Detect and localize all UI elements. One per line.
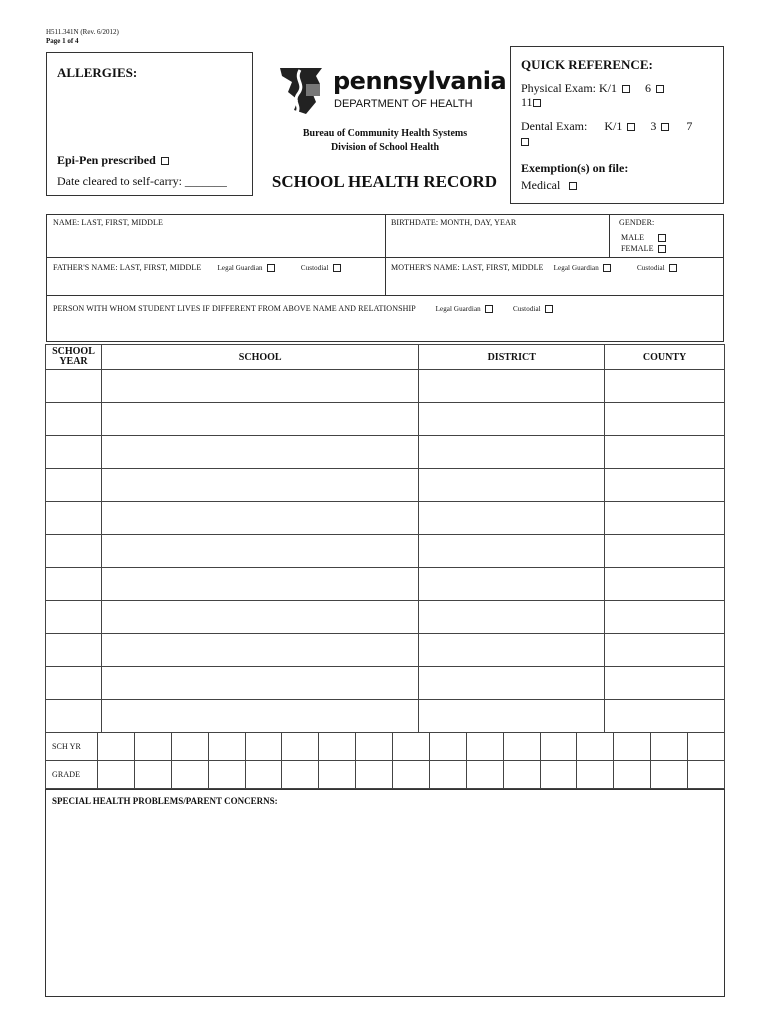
female-checkbox[interactable] bbox=[658, 245, 666, 253]
epipen-label: Epi-Pen prescribed bbox=[57, 153, 156, 167]
table-cell[interactable] bbox=[101, 667, 418, 700]
sch-yr-cell[interactable] bbox=[356, 733, 393, 761]
sch-yr-cell[interactable] bbox=[688, 733, 725, 761]
grade-cell[interactable] bbox=[245, 761, 282, 789]
sch-yr-cell[interactable] bbox=[540, 733, 577, 761]
sch-yr-cell[interactable] bbox=[429, 733, 466, 761]
table-cell[interactable] bbox=[605, 469, 725, 502]
grade-cell[interactable] bbox=[466, 761, 503, 789]
sch-yr-cell[interactable] bbox=[466, 733, 503, 761]
table-cell[interactable] bbox=[605, 634, 725, 667]
school-year-header: SCHOOL YEAR bbox=[46, 345, 102, 370]
sch-yr-cell[interactable] bbox=[319, 733, 356, 761]
sch-yr-cell[interactable] bbox=[282, 733, 319, 761]
table-cell[interactable] bbox=[101, 436, 418, 469]
grade-cell[interactable] bbox=[540, 761, 577, 789]
allergies-box bbox=[46, 52, 253, 196]
medical-label: Medical bbox=[521, 178, 561, 192]
exemption-label: Exemption(s) on file: bbox=[521, 161, 629, 175]
person-custodial-label: Custodial bbox=[512, 305, 541, 313]
table-cell[interactable] bbox=[101, 601, 418, 634]
table-cell[interactable] bbox=[419, 667, 605, 700]
table-cell[interactable] bbox=[605, 667, 725, 700]
table-cell[interactable] bbox=[605, 700, 725, 733]
grade-cell[interactable] bbox=[503, 761, 540, 789]
table-row bbox=[46, 436, 725, 469]
school-history-table bbox=[45, 344, 725, 733]
county-header: COUNTY bbox=[605, 345, 725, 370]
mother-legal-guardian-checkbox[interactable] bbox=[603, 264, 611, 272]
table-cell[interactable] bbox=[46, 601, 102, 634]
page-label: Page 1 of 4 bbox=[46, 37, 79, 45]
father-custodial-label: Custodial bbox=[300, 264, 329, 272]
grade-cell[interactable] bbox=[393, 761, 430, 789]
table-cell[interactable] bbox=[46, 667, 102, 700]
table-row bbox=[46, 535, 725, 568]
sch-yr-row bbox=[46, 733, 725, 761]
dental-k1-checkbox[interactable] bbox=[627, 123, 635, 131]
table-cell[interactable] bbox=[101, 535, 418, 568]
sch-yr-cell[interactable] bbox=[651, 733, 688, 761]
table-row bbox=[46, 634, 725, 667]
table-cell[interactable] bbox=[101, 502, 418, 535]
table-cell[interactable] bbox=[419, 634, 605, 667]
table-row bbox=[46, 568, 725, 601]
dental-3-checkbox[interactable] bbox=[661, 123, 669, 131]
grade-cell[interactable] bbox=[171, 761, 208, 789]
quick-ref-title: QUICK REFERENCE: bbox=[521, 57, 653, 72]
table-cell[interactable] bbox=[101, 568, 418, 601]
school-history-header bbox=[46, 345, 725, 370]
male-label: MALE bbox=[621, 233, 645, 242]
sch-yr-label: SCH YR bbox=[46, 733, 98, 761]
logo-name: pennsylvania bbox=[333, 67, 507, 95]
sch-yr-cell[interactable] bbox=[98, 733, 135, 761]
table-cell[interactable] bbox=[46, 634, 102, 667]
guardian-relationship-field[interactable]: PERSON WITH WHOM STUDENT LIVES IF DIFFERENT FROM ABOVE NAME AND RELATIONSHIP bbox=[53, 304, 416, 313]
sch-yr-cell[interactable] bbox=[577, 733, 614, 761]
table-row bbox=[46, 700, 725, 733]
table-cell[interactable] bbox=[46, 502, 102, 535]
grade-cell[interactable] bbox=[651, 761, 688, 789]
grade-cell[interactable] bbox=[134, 761, 171, 789]
district-header: DISTRICT bbox=[419, 345, 605, 370]
table-cell[interactable] bbox=[605, 370, 725, 403]
name-field[interactable]: NAME: LAST, FIRST, MIDDLE bbox=[53, 218, 163, 227]
form-code: H511.341N (Rev. 6/2012) bbox=[46, 28, 119, 36]
physical-11-checkbox[interactable] bbox=[533, 99, 541, 107]
table-cell[interactable] bbox=[419, 403, 605, 436]
self-carry-date[interactable]: Date cleared to self-carry: _______ bbox=[57, 174, 227, 188]
school-header: SCHOOL bbox=[101, 345, 418, 370]
grade-cell[interactable] bbox=[282, 761, 319, 789]
male-checkbox[interactable] bbox=[658, 234, 666, 242]
table-row bbox=[46, 370, 725, 403]
table-cell[interactable] bbox=[46, 469, 102, 502]
grade-cell[interactable] bbox=[577, 761, 614, 789]
table-cell[interactable] bbox=[605, 436, 725, 469]
table-cell[interactable] bbox=[419, 568, 605, 601]
table-cell[interactable] bbox=[46, 370, 102, 403]
person-legal-guardian-checkbox[interactable] bbox=[485, 305, 493, 313]
grade-row bbox=[46, 761, 725, 789]
mother-name-field[interactable]: MOTHER'S NAME: LAST, FIRST, MIDDLE bbox=[391, 263, 544, 272]
student-info-section bbox=[46, 214, 724, 342]
special-health-label: SPECIAL HEALTH PROBLEMS/PARENT CONCERNS: bbox=[52, 796, 278, 806]
grade-cell[interactable] bbox=[98, 761, 135, 789]
medical-checkbox[interactable] bbox=[569, 182, 577, 190]
table-cell[interactable] bbox=[101, 700, 418, 733]
female-label: FEMALE bbox=[621, 244, 654, 253]
table-cell[interactable] bbox=[419, 370, 605, 403]
grade-cell[interactable] bbox=[429, 761, 466, 789]
sch-yr-cell[interactable] bbox=[503, 733, 540, 761]
physical-6-checkbox[interactable] bbox=[656, 85, 664, 93]
dental-exam-label: Dental Exam: bbox=[521, 119, 588, 133]
quick-reference-box bbox=[510, 46, 724, 204]
table-row bbox=[46, 667, 725, 700]
table-cell[interactable] bbox=[46, 403, 102, 436]
sch-yr-cell[interactable] bbox=[208, 733, 245, 761]
dental-7-checkbox[interactable] bbox=[521, 138, 529, 146]
table-row bbox=[46, 502, 725, 535]
physical-11-label: 11 bbox=[521, 95, 533, 109]
grade-cell[interactable] bbox=[688, 761, 725, 789]
grade-label: GRADE bbox=[46, 761, 98, 789]
person-custodial-checkbox[interactable] bbox=[545, 305, 553, 313]
allergies-title: ALLERGIES: bbox=[57, 65, 138, 80]
table-cell[interactable] bbox=[605, 568, 725, 601]
sch-yr-cell[interactable] bbox=[171, 733, 208, 761]
table-row bbox=[46, 601, 725, 634]
sch-yr-cell[interactable] bbox=[245, 733, 282, 761]
father-name-field[interactable]: FATHER'S NAME: LAST, FIRST, MIDDLE bbox=[53, 263, 202, 272]
table-cell[interactable] bbox=[101, 634, 418, 667]
page-title: SCHOOL HEALTH RECORD bbox=[271, 172, 498, 191]
mother-custodial-checkbox[interactable] bbox=[669, 264, 677, 272]
grade-cell[interactable] bbox=[208, 761, 245, 789]
physical-k1-label: K/1 bbox=[599, 81, 617, 95]
table-cell[interactable] bbox=[46, 535, 102, 568]
grade-cell[interactable] bbox=[614, 761, 651, 789]
bureau-name: Bureau of Community Health Systems bbox=[302, 128, 468, 139]
physical-k1-checkbox[interactable] bbox=[622, 85, 630, 93]
table-cell[interactable] bbox=[605, 601, 725, 634]
table-cell[interactable] bbox=[46, 568, 102, 601]
table-cell[interactable] bbox=[101, 370, 418, 403]
father-custodial-checkbox[interactable] bbox=[333, 264, 341, 272]
birthdate-field[interactable]: BIRTHDATE: MONTH, DAY, YEAR bbox=[391, 218, 517, 227]
sch-yr-cell[interactable] bbox=[134, 733, 171, 761]
table-row bbox=[46, 469, 725, 502]
table-cell[interactable] bbox=[46, 436, 102, 469]
table-cell[interactable] bbox=[605, 535, 725, 568]
father-legal-guardian-checkbox[interactable] bbox=[267, 264, 275, 272]
special-health-problems-box[interactable] bbox=[45, 789, 725, 997]
mother-custodial-label: Custodial bbox=[637, 264, 665, 272]
sch-yr-cell[interactable] bbox=[614, 733, 651, 761]
table-cell[interactable] bbox=[419, 469, 605, 502]
gender-label: GENDER: bbox=[619, 218, 655, 227]
table-cell[interactable] bbox=[419, 700, 605, 733]
physical-exam-label: Physical Exam: bbox=[521, 81, 596, 95]
logo-dept: DEPARTMENT OF HEALTH bbox=[334, 98, 473, 110]
dental-7-label: 7 bbox=[686, 119, 693, 133]
grade-cell[interactable] bbox=[319, 761, 356, 789]
dental-k1-label: K/1 bbox=[604, 119, 623, 133]
division-name: Division of School Health bbox=[330, 142, 440, 153]
keystone-logo-icon bbox=[276, 62, 326, 118]
table-cell[interactable] bbox=[46, 700, 102, 733]
table-row bbox=[46, 403, 725, 436]
grade-cell[interactable] bbox=[356, 761, 393, 789]
mother-legal-guardian-label: Legal Guardian bbox=[553, 264, 599, 272]
table-cell[interactable] bbox=[605, 403, 725, 436]
table-cell[interactable] bbox=[419, 601, 605, 634]
physical-6-label: 6 bbox=[645, 81, 651, 95]
table-cell[interactable] bbox=[101, 469, 418, 502]
table-cell[interactable] bbox=[101, 403, 418, 436]
person-legal-guardian-label: Legal Guardian bbox=[435, 305, 481, 313]
sch-yr-cell[interactable] bbox=[393, 733, 430, 761]
table-cell[interactable] bbox=[419, 535, 605, 568]
grade-table bbox=[45, 732, 725, 789]
father-legal-guardian-label: Legal Guardian bbox=[217, 264, 263, 272]
table-cell[interactable] bbox=[419, 502, 605, 535]
dental-3-label: 3 bbox=[650, 119, 657, 133]
epipen-checkbox[interactable] bbox=[161, 157, 169, 165]
table-cell[interactable] bbox=[605, 502, 725, 535]
table-cell[interactable] bbox=[419, 436, 605, 469]
